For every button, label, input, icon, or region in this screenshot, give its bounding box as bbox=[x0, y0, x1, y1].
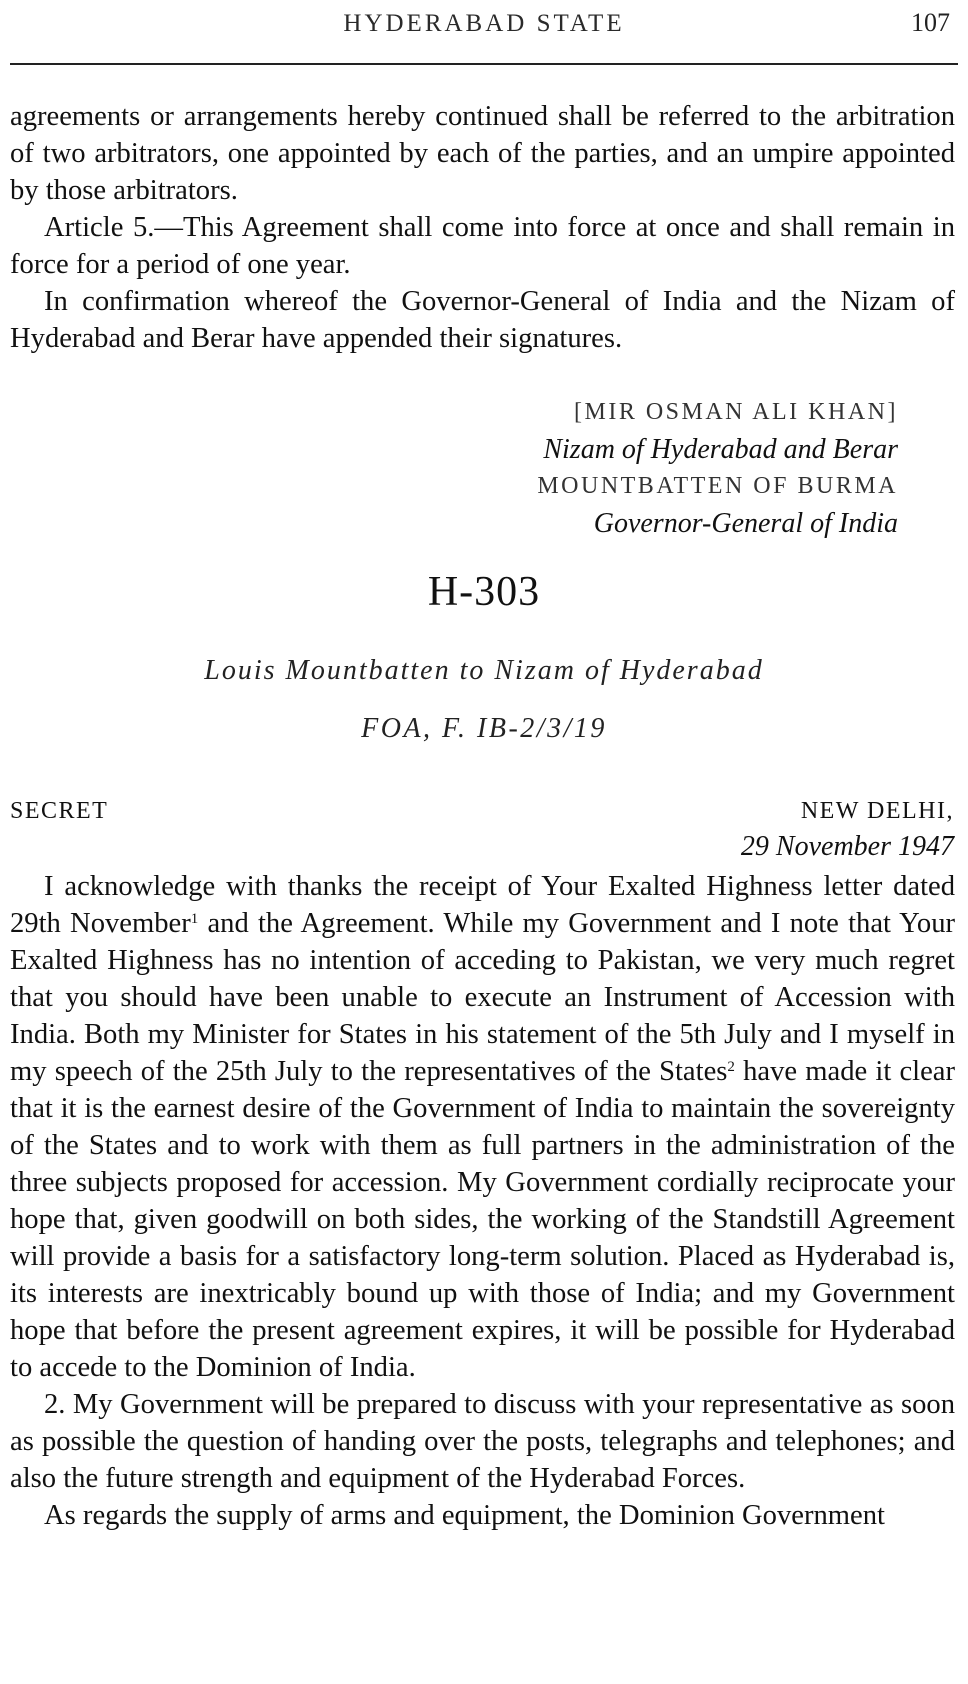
nizam-signature: [MIR OSMAN ALI KHAN] bbox=[574, 399, 898, 425]
paragraph-acknowledgement-part1: I acknowledge with thanks the receipt of Your Exalted Highness letter dated 29th November bbox=[10, 871, 955, 939]
classification-label: SECRET bbox=[10, 798, 109, 824]
letter-place: NEW DELHI, bbox=[800, 798, 954, 824]
paragraph-arms-supply: As regards the supply of arms and equipment, the Dominion Government bbox=[44, 1500, 885, 1531]
letter-date: 29 November 1947 bbox=[740, 831, 954, 862]
page-number: 107 bbox=[911, 8, 950, 37]
document-source: FOA, F. IB-2/3/19 bbox=[361, 713, 607, 744]
running-title: HYDERABAD STATE bbox=[343, 10, 625, 37]
footnote-marker-1[interactable]: 1 bbox=[190, 911, 199, 927]
signature-block bbox=[378, 394, 898, 542]
opening-text bbox=[10, 98, 955, 357]
letter-body bbox=[10, 868, 955, 1534]
footnote-marker-2[interactable]: 2 bbox=[727, 1059, 735, 1075]
paragraph-confirmation: In confirmation whereof the Governor-General of India and the Nizam of Hyderabad and Berar have appended their signatures. bbox=[10, 286, 955, 354]
paragraph-acknowledgement bbox=[10, 868, 955, 1386]
header-rule bbox=[10, 63, 958, 65]
governor-general-signature: MOUNTBATTEN OF BURMA bbox=[537, 473, 898, 499]
paragraph-acknowledgement-part2: and the Agreement. While my Government and I note that Your Exalted Highness has no intention of acceding to Pakistan, we very much regret that you should have been unable to execute an Instrument of Accession with India. Both my Minister for States in his statement of the 5th July and I myself in my speech of the 25th July to the representatives of the States bbox=[10, 908, 956, 1087]
nizam-title: Nizam of Hyderabad and Berar bbox=[543, 434, 898, 465]
running-head bbox=[10, 6, 958, 46]
paragraph-article-5: Article 5.—This Agreement shall come into force at once and shall remain in force for a period of one year. bbox=[10, 212, 955, 280]
paragraph-posts-telegraphs: 2. My Government will be prepared to discuss with your representative as soon as possible the question of handing over the posts, telegraphs and telephones; and also the future strength and equipment of the Hyderabad Forces. bbox=[10, 1389, 955, 1494]
governor-general-title: Governor-General of India bbox=[593, 508, 898, 539]
document-subtitle: Louis Mountbatten to Nizam of Hyderabad bbox=[204, 655, 764, 686]
document-number: H-303 bbox=[427, 569, 541, 615]
paragraph-acknowledgement-part3: have made it clear that it is the earnest desire of the Government of India to maintain the sovereignty of the States and to work with them as full partners in the administration of the three subjects proposed for accession. My Government cordially reciprocate your hope that, given goodwill on both sides, the working of the Standstill Agreement will provide a basis for a satisfactory long-term solution. Placed as Hyderabad is, its interests are inextricably bound up with those of India; and my Government hope that before the present agreement expires, it will be possible for Hyderabad to accede to the Dominion of India. bbox=[10, 1056, 955, 1383]
paragraph-arbitration: agreements or arrangements hereby continued shall be referred to the arbitration of two arbitrators, one appointed by each of the parties, and an umpire appointed by those arbitrators. bbox=[10, 101, 955, 206]
